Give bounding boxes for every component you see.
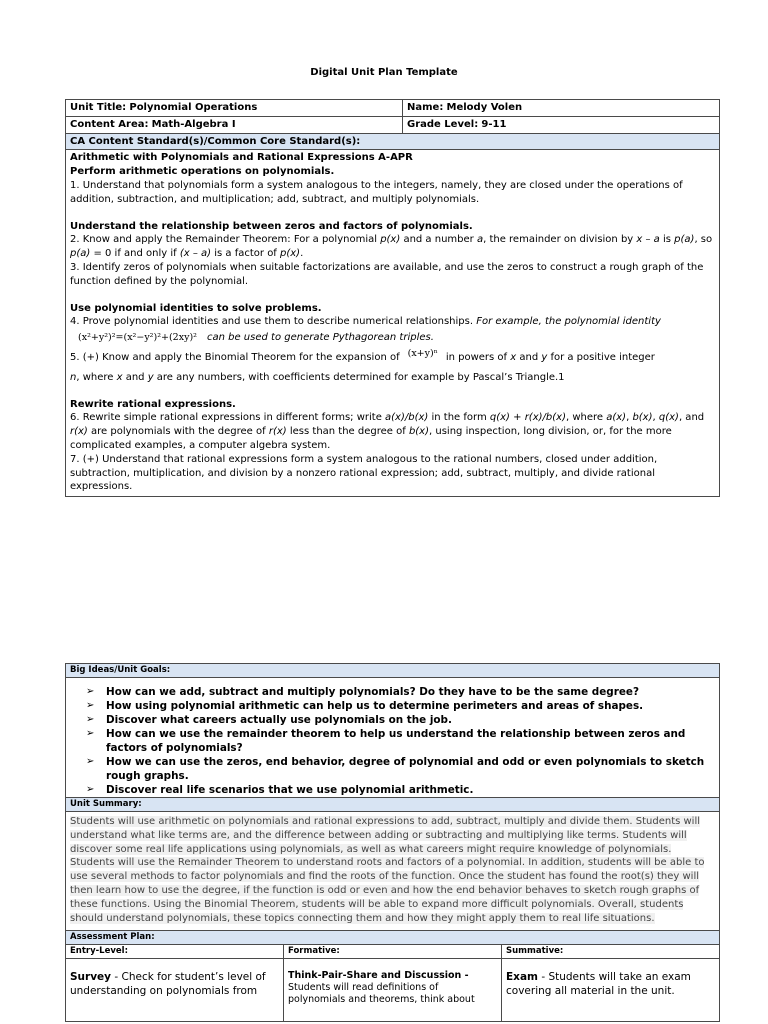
big-ideas-list — [70, 685, 715, 797]
entry-level-title: Survey — [70, 971, 112, 984]
arrow-bullet-icon: ➢ — [86, 700, 95, 711]
standard-2: 2. Know and apply the Remainder Theorem: For a polynomial p(x) and a number a, the remainder on division by x – a is p(a), so p(a) = 0 if and only if (x – a) is a factor of p(x). — [70, 234, 713, 260]
formative-title: Think-Pair-Share and Discussion — [288, 970, 462, 982]
summative-text: - Students will take an exam covering all material in the unit. — [506, 971, 691, 998]
standard-4: 4. Prove polynomial identities and use them to describe numerical relationships. For example, the polynomial identity — [70, 316, 661, 328]
document-title: Digital Unit Plan Template — [310, 67, 458, 78]
standard-5: 5. (+) Know and apply the Binomial Theorem for the expansion of (x+y)ⁿ in powers of x and y for a positive integer — [70, 347, 655, 363]
grade-level-label: Grade Level: — [407, 118, 479, 130]
standards-heading-apr: Arithmetic with Polynomials and Rational Expressions A-APR — [70, 152, 413, 164]
pythagorean-identity-caption: can be used to generate Pythagorean triples. — [206, 332, 434, 344]
content-area-value: Math-Algebra I — [151, 118, 236, 130]
list-item: ➢ How using polynomial arithmetic can help us to determine perimeters and areas of shapes. — [86, 700, 644, 712]
summative-header: Summative: — [502, 945, 720, 959]
unit-summary-band: Unit Summary: — [66, 798, 720, 812]
standard-6: 6. Rewrite simple rational expressions in different forms; write a(x)/b(x) in the form q(x) + r(x)/b(x), where a(x), b(x), q(x), and r(x) are polynomials with the degree of r(x) less than the degree of b(x), using inspection, long division, or, for the more complicated examples, a computer algebra system. — [70, 412, 705, 451]
unit-plan-table — [65, 663, 720, 1022]
standards-heading-rational: Rewrite rational expressions. — [70, 398, 236, 410]
binomial-formula: (x+y)ⁿ — [407, 347, 438, 359]
standards-body — [66, 150, 720, 497]
grade-level-cell — [403, 116, 720, 133]
unit-info-table — [65, 99, 720, 497]
arrow-bullet-icon: ➢ — [86, 686, 95, 697]
summative-cell — [502, 959, 720, 1022]
list-item: ➢ How can we use the remainder theorem to help us understand the relationship between zeros and factors of polynomials? — [86, 728, 686, 754]
unit-title-cell — [66, 100, 403, 117]
name-value: Melody Volen — [446, 102, 523, 113]
unit-title-label: Unit Title: — [70, 102, 127, 113]
standards-heading-arith: Perform arithmetic operations on polynomials. — [70, 166, 335, 178]
pythagorean-identity-formula: (x²+y²)²=(x²−y²)²+(2xy)² — [78, 332, 197, 344]
arrow-bullet-icon: ➢ — [86, 728, 95, 739]
big-ideas-band: Big Ideas/Unit Goals: — [66, 664, 720, 678]
arrow-bullet-icon: ➢ — [86, 714, 95, 725]
list-item: ➢ Discover real life scenarios that we use polynomial arithmetic. — [86, 784, 474, 796]
standards-heading-zeros: Understand the relationship between zeros and factors of polynomials. — [70, 220, 473, 232]
unit-title-row — [66, 100, 720, 117]
list-item: ➢ Discover what careers actually use polynomials on the job. — [86, 714, 452, 726]
list-item: ➢ How can we add, subtract and multiply polynomials? Do they have to be the same degree? — [86, 686, 639, 698]
standard-1: 1. Understand that polynomials form a system analogous to the integers, namely, they are closed under the operations of addition, subtraction, and multiplication; add, subtract, and multiply polynomials. — [70, 179, 683, 205]
content-area-row — [66, 116, 720, 133]
grade-level-value: 9-11 — [481, 118, 507, 130]
name-cell — [403, 100, 720, 117]
content-area-cell — [66, 116, 403, 133]
standard-3: 3. Identify zeros of polynomials when suitable factorizations are available, and use the zeros to construct a rough graph of the function defined by the polynomial. — [70, 261, 704, 287]
entry-level-cell — [66, 959, 284, 1022]
entry-level-header: Entry-Level: — [66, 945, 284, 959]
summative-title: Exam — [506, 971, 538, 984]
standards-heading-identities: Use polynomial identities to solve problems. — [70, 302, 322, 314]
big-ideas-body — [66, 678, 720, 798]
formative-header: Formative: — [284, 945, 502, 959]
standard-5-cont: n, where x and y are any numbers, with coefficients determined for example by Pascal’s Triangle.1 — [70, 371, 565, 383]
formative-text: Students will read definitions of polynomials and theorems, think about — [288, 982, 475, 1006]
standard-7: 7. (+) Understand that rational expressions form a system analogous to the rational numbers, closed under addition, subtraction, multiplication, and division by a nonzero rational expression; add, subtract, multiply, and divide rational expressions. — [70, 453, 658, 493]
content-area-label: Content Area: — [70, 118, 149, 130]
unit-summary-body — [66, 812, 720, 931]
name-label: Name: — [407, 102, 444, 113]
unit-title-value: Polynomial Operations — [129, 102, 258, 113]
pythagorean-identity-line — [78, 331, 715, 345]
entry-level-text: - Check for student’s level of understanding on polynomials from — [70, 971, 266, 998]
assessment-plan-band: Assessment Plan: — [66, 931, 720, 945]
arrow-bullet-icon: ➢ — [86, 784, 95, 795]
formative-cell: Think-Pair-Share and Discussion - Students will read definitions of polynomials and theorems, think about — [284, 959, 502, 1022]
standards-band: CA Content Standard(s)/Common Core Standard(s): — [66, 133, 720, 150]
list-item: ➢ How we can use the zeros, end behavior, degree of polynomial and odd or even polynomials to sketch rough graphs. — [86, 756, 705, 782]
unit-summary-text: Students will use arithmetic on polynomials and rational expressions to add, subtract, multiply and divide them. Students will understand what like terms are, and the difference between adding or subtracting and multiplying like terms. Students will discover some real life applications using polynomials, as well as what careers might require knowledge of polynomials. Students will use the Remainder Theorem to understand roots and factors of a polynomial. In addition, students will be able to use several methods to factor polynomials and find the roots of the function. Once the student has found the root(s) they will then learn how to use the degree, if the function is odd or even and how the end behavior behaves to sketch rough graphs of these functions. Using the Binomial Theorem, students will be able to expand more difficult polynomials. Overall, students should understand polynomials, these topics connecting them and how they might apply them to real life situations. — [70, 816, 705, 924]
arrow-bullet-icon: ➢ — [86, 756, 95, 767]
